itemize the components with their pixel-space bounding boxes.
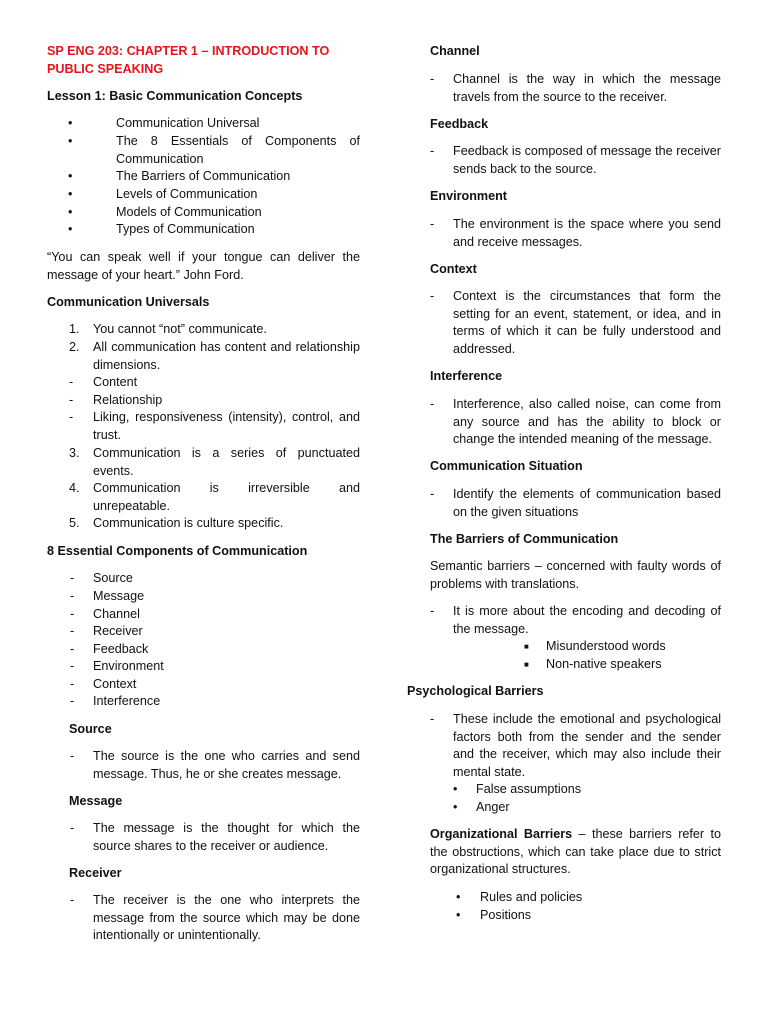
psych-heading: Psychological Barriers: [407, 684, 544, 698]
org-barriers-text: – these barriers refer to the obstructions, which can take place due to strict organizational structures.: [430, 827, 721, 876]
feedback-text: Feedback is composed of message the receiver sends back to the source.: [453, 144, 721, 176]
message-heading: Message: [69, 794, 123, 808]
universals-heading: Communication Universals: [47, 295, 210, 309]
quote: “You can speak well if your tongue can deliver the message of your heart.” John Ford.: [47, 250, 360, 282]
org-barriers-label: Organizational Barriers: [430, 827, 573, 841]
lesson-heading: Lesson 1: Basic Communication Concepts: [47, 89, 303, 103]
bullet: •: [68, 169, 73, 183]
situation-heading: Communication Situation: [430, 459, 583, 473]
context-heading: Context: [430, 262, 477, 276]
bullet: •: [68, 205, 73, 219]
components-heading: 8 Essential Components of Communication: [47, 544, 308, 558]
semantic-barriers-text: Semantic barriers – concerned with faulty words of problems with translations.: [430, 559, 721, 591]
context-text: Context is the circumstances that form the setting for an event, statement, or idea, and in terms of which it can be fully understood and addressed.: [453, 289, 721, 356]
encoding-text: It is more about the encoding and decoding of the message.: [453, 604, 721, 636]
bullet: •: [68, 222, 73, 236]
interference-text: Interference, also called noise, can come from any source and has the ability to block or change the intended meaning of the message.: [453, 397, 721, 446]
bullet: •: [68, 134, 73, 148]
environment-heading: Environment: [430, 189, 507, 203]
message-text: The message is the thought for which the source shares to the receiver or audience.: [93, 821, 360, 853]
barriers-heading: The Barriers of Communication: [430, 532, 619, 546]
document-title: SP ENG 203: CHAPTER 1 – INTRODUCTION TO PUBLIC SPEAKING: [47, 44, 330, 76]
receiver-heading: Receiver: [69, 866, 122, 880]
situation-text: Identify the elements of communication based on the given situations: [453, 487, 721, 519]
interference-heading: Interference: [430, 369, 503, 383]
feedback-heading: Feedback: [430, 117, 489, 131]
channel-text: Channel is the way in which the message travels from the source to the receiver.: [453, 72, 721, 104]
receiver-text: The receiver is the one who interprets the message from the source which may be done intentionally or unintentionally.: [93, 893, 360, 942]
bullet: •: [68, 187, 73, 201]
environment-text: The environment is the space where you send and receive messages.: [453, 217, 721, 249]
bullet: •: [68, 116, 73, 130]
source-text: The source is the one who carries and send message. Thus, he or she creates message.: [93, 749, 360, 781]
psych-text: These include the emotional and psychological factors both from the sender and the sender and the receiver, which may also include their mental state.: [453, 712, 721, 779]
channel-heading: Channel: [430, 44, 480, 58]
org-barriers-paragraph: [430, 826, 721, 879]
source-heading: Source: [69, 722, 112, 736]
